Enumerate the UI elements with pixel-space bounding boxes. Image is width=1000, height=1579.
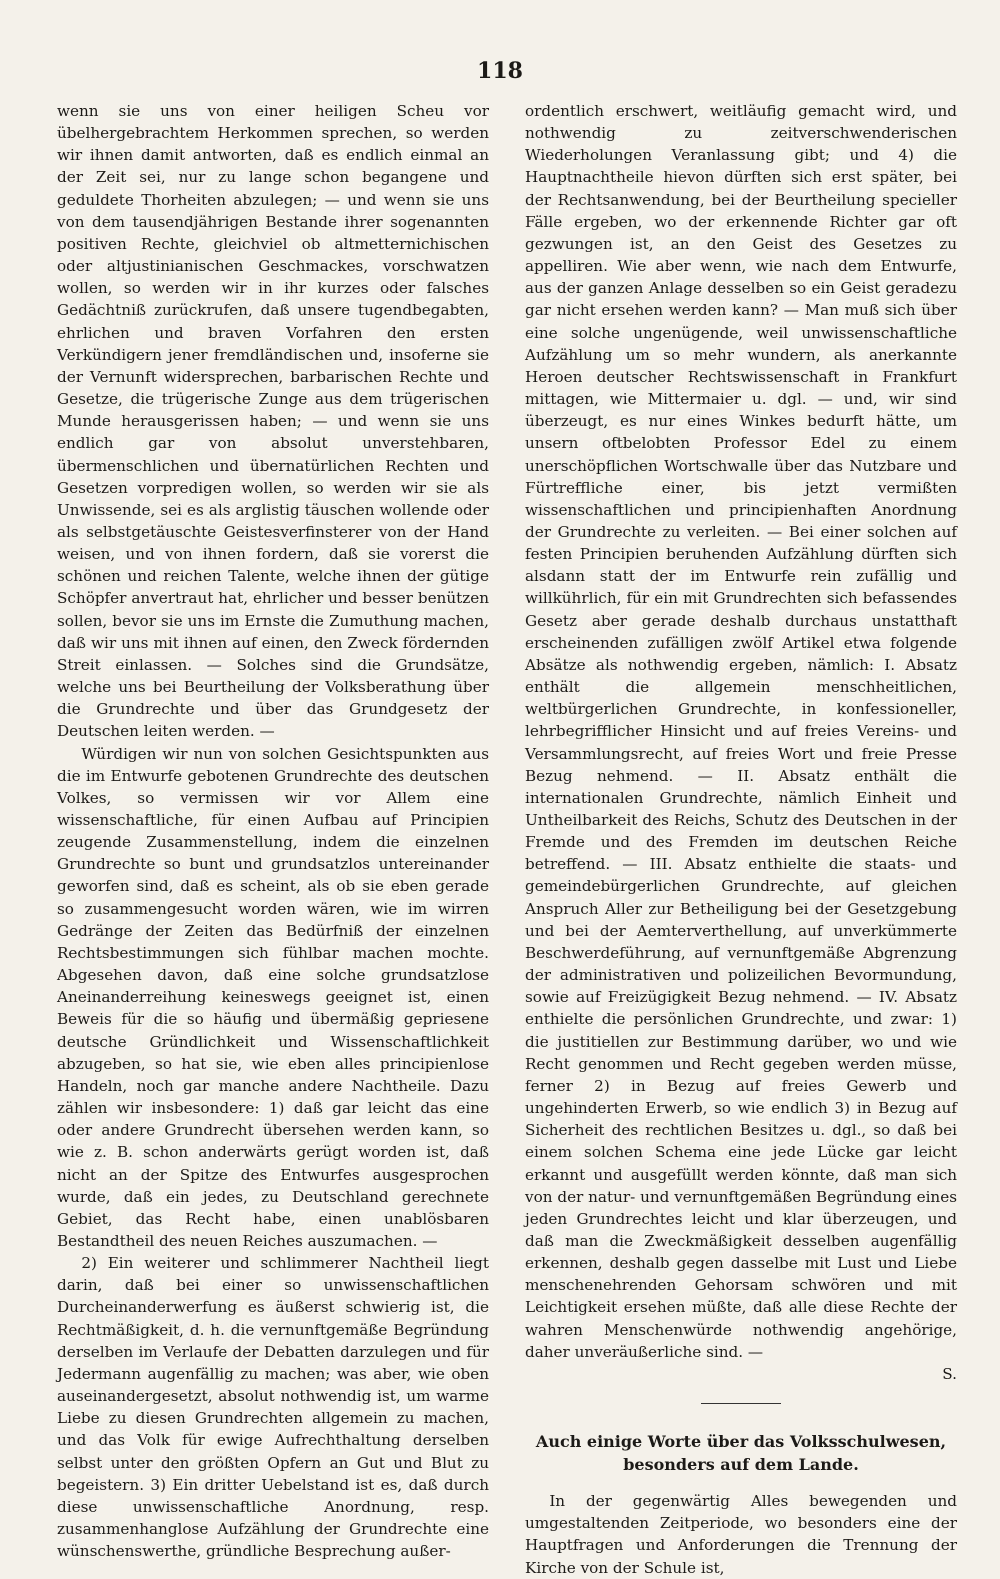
paragraph: wenn sie uns von einer heiligen Scheu vor übelhergebrachtem Herkommen sprechen, so werden wir ihnen damit antworten, daß es endlich einmal an der Zeit sei, nur zu lange schon begangene und geduldete Thorheiten abzulegen; — und wenn sie uns von dem tausendjährigen Bestande ihrer sogenannten positiven Rechte, gleichviel ob altmetternichischen oder altjustinianischen Geschmackes, vorschwatzen wollen, so werden wir in ihr kurzes oder falsches Gedächtniß zurückrufen, daß unsere tugendbegabten, ehrlichen und braven Vorfahren den ersten Verkündigern jener fremdländischen und, insoferne sie der Vernunft widersprechen, barbarischen Rechte und Gesetze, die trügerische Zunge aus dem trügerischen Munde herausgerissen haben; — und wenn sie uns endlich gar von absolut unverstehbaren, übermenschlichen und übernatürlichen Rechten und Gesetzen vorpredigen wollen, so werden wir sie als Unwissende, sei es als arglistig täuschen wollende oder als selbstgetäuschte Geistesverfinsterer von der Hand weisen, und von ihnen fordern, daß sie vorerst die schönen und reichen Talente, welche ihnen der gütige Schöpfer anvertraut hat, ehrlicher und besser benützen sollen, bevor sie uns im Ernste die Zumuthung machen, daß wir uns mit ihnen auf einen, den Zweck fördernden Streit einlassen. — Solches sind die Grundsätze, welche uns bei Beurtheilung der Volksberathung über die Grundrechte und über das Grundgesetz der Deutschen leiten werden. — xyxy=(57,102,489,741)
paragraph: In der gegenwärtig Alles bewegenden und umgestaltenden Zeitperiode, wo besonders eine der Hauptfragen und Anforderungen die Trennung der Kirche von der Schule ist, xyxy=(525,1492,957,1577)
paragraph: ordentlich erschwert, weitläufig gemacht wird, und nothwendig zu zeitverschwenderischen Wiederholungen Veranlassung gibt; und 4) die Hauptnachtheile hievon dürften sich erst später, bei der Rechtsanwendung, bei der Beurtheilung specieller Fälle ergeben, wo der erkennende Richter gar oft gezwungen ist, an den Geist des Gesetzes zu appelliren. Wie aber wenn, wie nach dem Entwurfe, aus der ganzen Anlage desselben so ein Geist geradezu gar nicht ersehen werden kann? — Man muß sich über eine solche ungenügende, weil unwissenschaftliche Aufzählung um so mehr wundern, als anerkannte Heroen deutscher Rechtswissenschaft in Frankfurt mittagen, wie Mittermaier u. dgl. — und, wir sind überzeugt, es nur eines Winkes bedurft hätte, um unsern oftbelobten Professor Edel zu einem unerschöpflichen Wortschwalle über das Nutzbare und Fürtreffliche einer, bis jetzt vermißten wissenschaftlichen und principienhaften Anordnung der Grundrechte zu verleiten. — Bei einer solchen auf festen Principien beruhenden Aufzählung dürften sich alsdann statt der im Entwurfe rein zufällig und willkührlich, für ein mit Grundrechten sich befassendes Gesetz aber gerade deshalb durchaus unstatthaft erscheinenden zufälligen zwölf Artikel etwa folgende Absätze als nothwendig ergeben, nämlich: I. Absatz enthält die allgemein menschheitlichen, weltbürgerlichen Grundrechte, in konfessioneller, lehrbegrifflicher Hinsicht und auf freies Vereins- und Versammlungsrecht, auf freies Wort und freie Presse Bezug nehmend. — II. Absatz enthält die internationalen Grundrechte, nämlich Einheit und Untheilbarkeit des Reichs, Schutz des Deutschen in der Fremde und des Fremden im deutschen Reiche betreffend. — III. Absatz enthielte die staats- und gemeindebürgerlichen Grundrechte, auf gleichen Anspruch Aller zur Betheiligung bei der Gesetzgebung und bei der Aemterverthellung, auf unverkümmerte Beschwerdeführung, auf vernunftgemäße Abgrenzung der administrativen und polizeilichen Bevormundung, sowie auf Freizügigkeit Bezug nehmend. — IV. Absatz enthielte die persönlichen Grundrechte, und zwar: 1) die justitiellen zur Bestimmung darüber, wo und wie Recht genommen und Recht gegeben werden müsse, ferner 2) in Bezug auf freies Gewerb und ungehinderten Erwerb, so wie endlich 3) in Bezug auf Sicherheit des rechtlichen Besitzes u. dgl., so daß bei einem solchen Schema eine jede Lücke gar leicht erkannt und ausgefüllt werden könnte, daß man sich von der natur- und vernunftgemäßen Begründung eines jeden Grundrechtes leicht und klar überzeugen, und daß man die Zweckmäßigkeit desselben augenfällig erkennen, deshalb gegen dasselbe mit Lust und Liebe menschenehrenden Gehorsam schwören und mit Leichtigkeit ersehen müßte, daß alle diese Rechte der wahren Menschenwürde nothwendig angehörige, daher unveräußerliche sind. — xyxy=(525,102,957,1361)
left-column xyxy=(57,100,489,1562)
section-divider xyxy=(701,1403,781,1404)
paragraph: 2) Ein weiterer und schlimmerer Nachtheil liegt darin, daß bei einer so unwissenschaftlichen Durcheinanderwerfung es äußerst schwierig ist, die Rechtmäßigkeit, d. h. die vernunftgemäße Begründung derselben im Verlaufe der Debatten darzulegen und für Jedermann augenfällig zu machen; was aber, wie oben auseinandergesetzt, absolut nothwendig ist, um warme Liebe zu diesen Grundrechten allgemein zu machen, und das Volk für ewige Aufrechthaltung derselben selbst unter den größten Opfern an Gut und Blut zu begeistern. 3) Ein dritter Uebelstand ist es, daß durch diese unwissenschaftliche Anordnung, resp. zusammenhanglose Aufzählung der Grundrechte eine wünschenswerthe, gründliche Besprechung außer- xyxy=(57,1254,489,1561)
article-heading: Auch einige Worte über das Volksschulwesen, besonders auf dem Lande. xyxy=(535,1432,947,1475)
right-column xyxy=(525,100,957,1579)
author-signature: S. xyxy=(942,1364,957,1383)
page-number: 118 xyxy=(477,58,523,84)
paragraph: Würdigen wir nun von solchen Gesichtspunkten aus die im Entwurfe gebotenen Grundrechte des deutschen Volkes, so vermissen wir vor Allem eine wissenschaftliche, für einen Aufbau auf Principien zeugende Zusammenstellung, indem die einzelnen Grundrechte so bunt und grundsatzlos untereinander geworfen sind, daß es scheint, als ob sie eben gerade so zusammengesucht worden wären, wie im wirren Gedränge der Zeiten das Bedürfniß der einzelnen Rechtsbestimmungen sich fühlbar machen mochte. Abgesehen davon, daß eine solche grundsatzlose Aneinanderreihung keineswegs geeignet ist, einen Beweis für die so häufig und übermäßig gepriesene deutsche Gründlichkeit und Wissenschaftlichkeit abzugeben, so hat sie, wie eben alles principienlose Handeln, noch gar manche andere Nachtheile. Dazu zählen wir insbesondere: 1) daß gar leicht das eine oder andere Grundrecht übersehen werden kann, so wie z. B. schon anderwärts gerügt worden ist, daß nicht an der Spitze des Entwurfes ausgesprochen wurde, daß ein jedes, zu Deutschland gerechnete Gebiet, das Recht habe, einen unablösbaren Bestandtheil des neuen Reiches auszumachen. — xyxy=(57,744,489,1250)
